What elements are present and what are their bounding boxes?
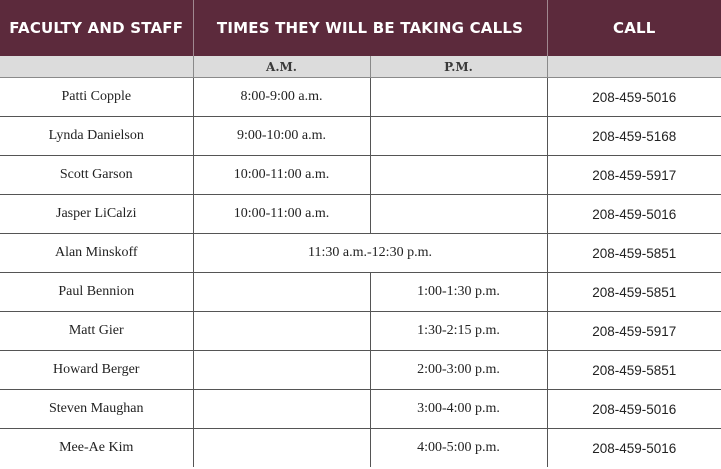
subheader-row xyxy=(0,56,721,78)
pm-time xyxy=(370,195,547,234)
am-time xyxy=(193,312,370,351)
phone-number: 208-459-5168 xyxy=(547,117,721,156)
staff-name: Jasper LiCalzi xyxy=(0,195,193,234)
staff-name: Paul Bennion xyxy=(0,273,193,312)
phone-number: 208-459-5016 xyxy=(547,195,721,234)
am-time: 9:00-10:00 a.m. xyxy=(193,117,370,156)
spanning-time: 11:30 a.m.-12:30 p.m. xyxy=(193,234,547,273)
table-row xyxy=(0,234,721,273)
table-row xyxy=(0,78,721,117)
staff-name: Matt Gier xyxy=(0,312,193,351)
phone-number: 208-459-5917 xyxy=(547,156,721,195)
phone-number: 208-459-5016 xyxy=(592,440,677,456)
pm-time xyxy=(370,156,547,195)
phone-number: 208-459-5851 xyxy=(547,273,721,312)
staff-name: Scott Garson xyxy=(0,156,193,195)
staff-name: Patti Copple xyxy=(0,78,193,117)
subheader-blank xyxy=(0,56,193,78)
am-time xyxy=(193,429,370,468)
pm-time: 2:00-3:00 p.m. xyxy=(370,351,547,390)
pm-time: 3:00-4:00 p.m. xyxy=(370,390,547,429)
table-row xyxy=(0,195,721,234)
table-row xyxy=(0,390,721,429)
staff-name: Howard Berger xyxy=(0,351,193,390)
staff-name: Lynda Danielson xyxy=(0,117,193,156)
am-subheader: A.M. xyxy=(193,56,370,78)
am-time: 10:00-11:00 a.m. xyxy=(193,156,370,195)
staff-name: Steven Maughan xyxy=(0,390,193,429)
subheader-blank-call xyxy=(547,56,721,78)
staff-name: Alan Minskoff xyxy=(0,234,193,273)
call-header: CALL xyxy=(547,0,721,56)
pm-time xyxy=(370,117,547,156)
am-time: 10:00-11:00 a.m. xyxy=(193,195,370,234)
table-row xyxy=(0,351,721,390)
pm-time: 1:00-1:30 p.m. xyxy=(370,273,547,312)
pm-time xyxy=(370,78,547,117)
phone-number: 208-459-5851 xyxy=(547,234,721,273)
table-row xyxy=(0,273,721,312)
staff-name: Mee-Ae Kim xyxy=(0,429,193,468)
pm-subheader: P.M. xyxy=(370,56,547,78)
table-row xyxy=(0,117,721,156)
pm-time: 4:00-5:00 p.m. xyxy=(370,429,547,468)
faculty-staff-header: FACULTY AND STAFF xyxy=(0,0,193,56)
phone-number: 208-459-5917 xyxy=(547,312,721,351)
table-row xyxy=(0,429,721,468)
times-header: TIMES THEY WILL BE TAKING CALLS xyxy=(193,0,547,56)
am-time: 8:00-9:00 a.m. xyxy=(193,78,370,117)
header-row xyxy=(0,0,721,56)
phone-number: 208-459-5851 xyxy=(547,351,721,390)
am-time xyxy=(193,351,370,390)
phone-number: 208-459-5016 xyxy=(547,78,721,117)
pm-time: 1:30-2:15 p.m. xyxy=(370,312,547,351)
table-row xyxy=(0,156,721,195)
am-time xyxy=(193,273,370,312)
table-row xyxy=(0,312,721,351)
am-time xyxy=(193,390,370,429)
phone-number: 208-459-5016 xyxy=(547,390,721,429)
